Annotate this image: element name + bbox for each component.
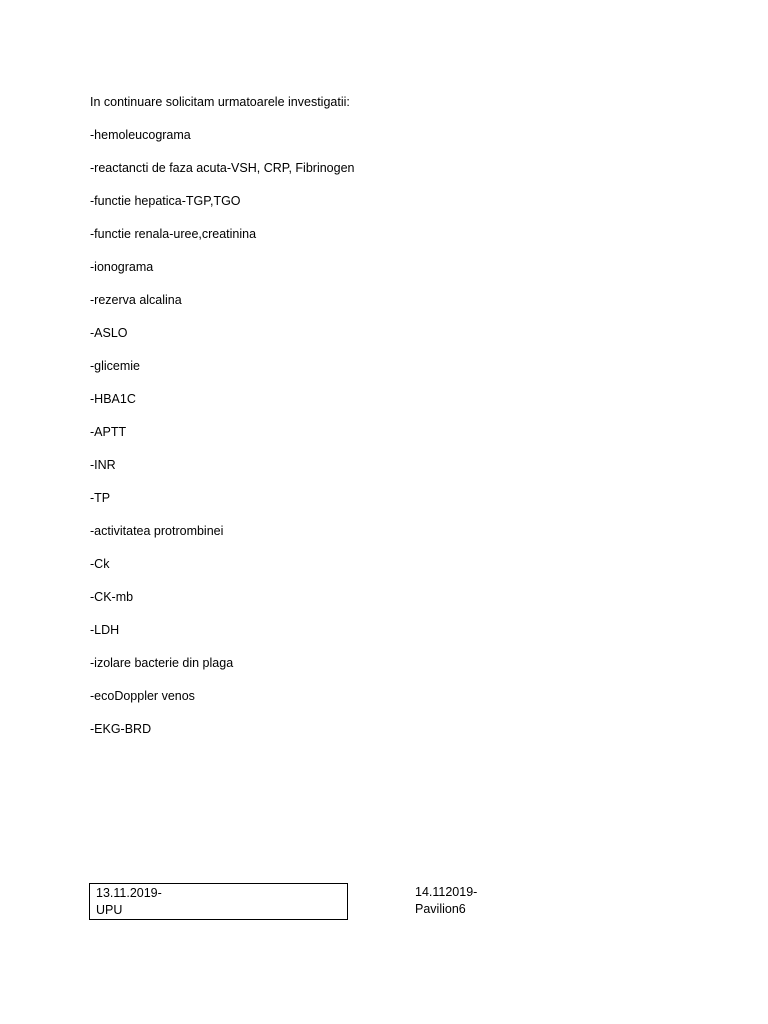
list-item: -functie hepatica-TGP,TGO: [90, 194, 241, 208]
list-item: -TP: [90, 491, 111, 505]
list-item: -ecoDoppler venos: [90, 689, 195, 703]
investigations-list: [90, 126, 354, 753]
date-box-text: [96, 885, 162, 919]
intro-text: In continuare solicitam urmatoarele investigatii:: [90, 95, 350, 109]
list-item: -LDH: [90, 623, 120, 637]
list-item: -CK-mb: [90, 590, 134, 604]
list-item: -functie renala-uree,creatinina: [90, 227, 257, 241]
list-item: -activitatea protrombinei: [90, 524, 224, 538]
list-item: -ionograma: [90, 260, 154, 274]
list-item: -INR: [90, 458, 116, 472]
date-note-pavilion: [415, 884, 477, 918]
list-item: -hemoleucograma: [90, 128, 191, 142]
list-item: -rezerva alcalina: [90, 293, 182, 307]
date-box-line-location: UPU: [96, 903, 123, 917]
list-item: -izolare bacterie din plaga: [90, 656, 234, 670]
list-item: -Ck: [90, 557, 110, 571]
date-box-line-date: 13.11.2019-: [96, 886, 162, 900]
list-item: -reactancti de faza acuta-VSH, CRP, Fibrinogen: [90, 161, 355, 175]
date-note-line-location: Pavilion6: [415, 902, 466, 916]
list-item: -HBA1C: [90, 392, 136, 406]
date-box-upu: [89, 883, 348, 920]
list-item: -APTT: [90, 425, 127, 439]
list-item: -EKG-BRD: [90, 722, 152, 736]
date-note-line-date: 14.112019-: [415, 885, 478, 899]
list-item: -ASLO: [90, 326, 128, 340]
list-item: -glicemie: [90, 359, 141, 373]
